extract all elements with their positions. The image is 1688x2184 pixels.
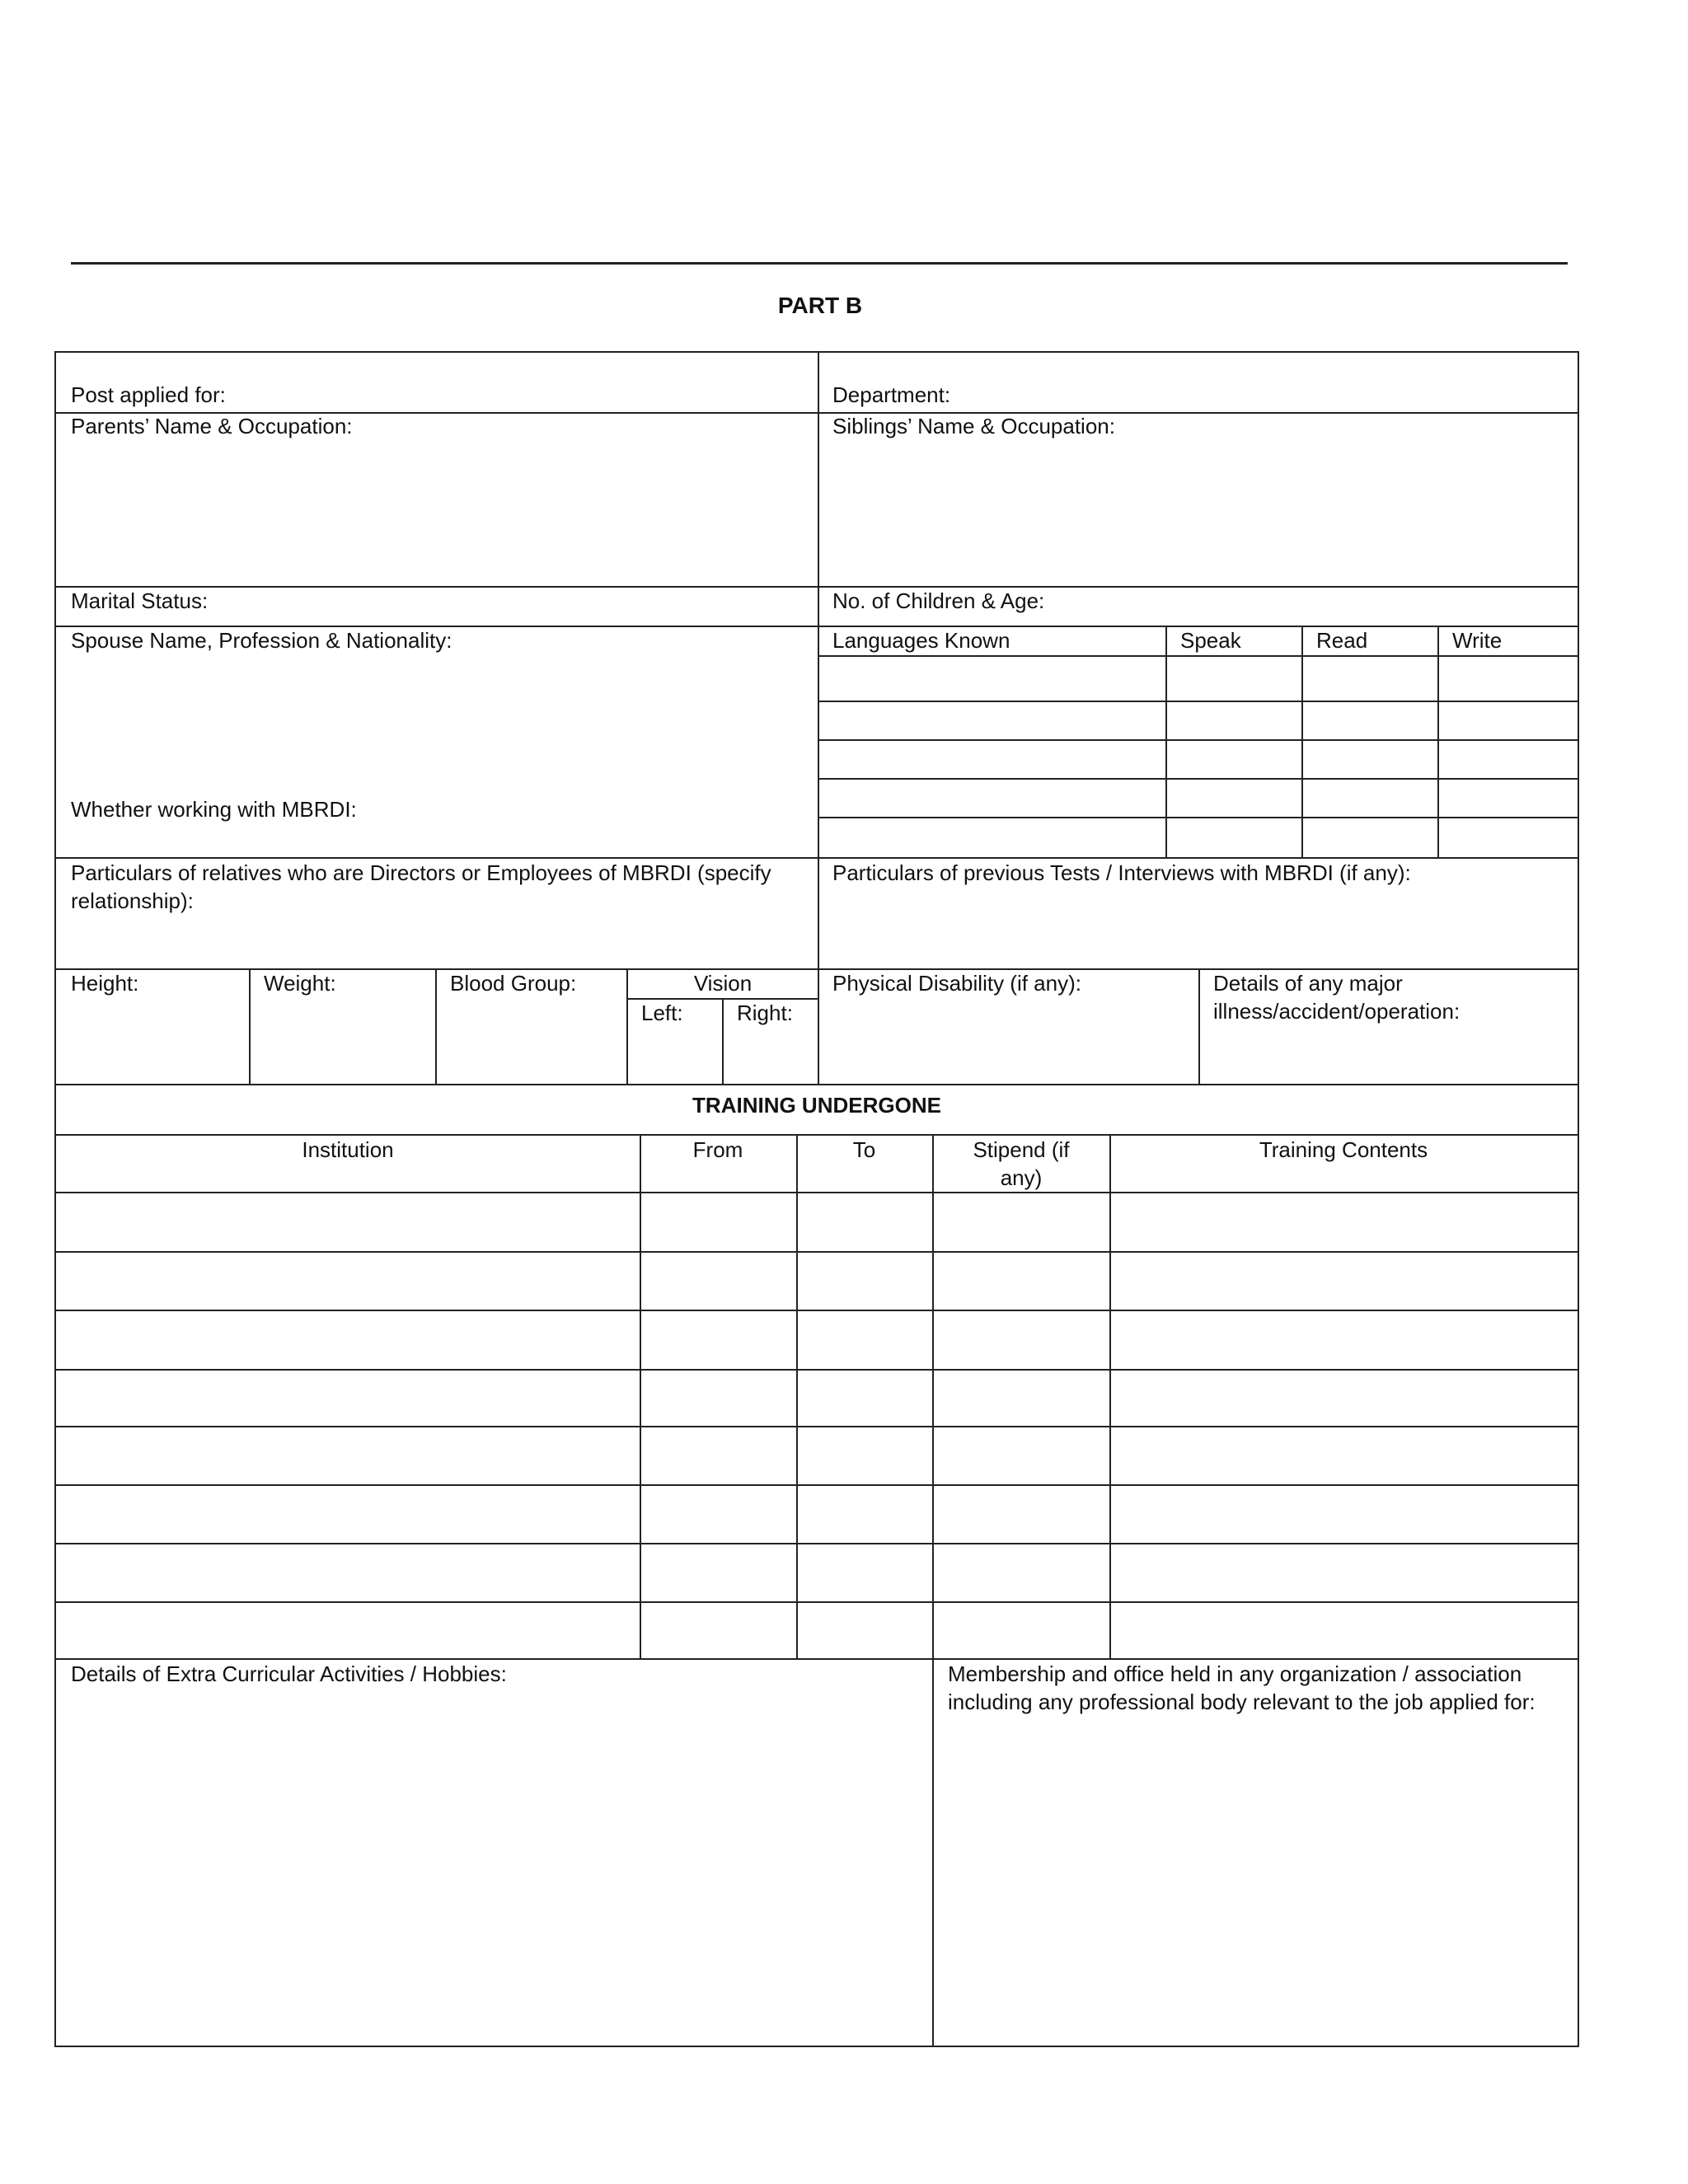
divider [640,1134,641,1658]
divider [56,1084,1578,1085]
illness-label: Details of any major illness/accident/operation: [1213,971,1461,1024]
write-header: Write [1452,628,1503,653]
divider [56,1543,1578,1544]
physical-disability-label: Physical Disability (if any): [832,971,1081,996]
divider [56,1601,1578,1603]
vision-right-label: Right: [737,1001,793,1025]
divider [818,778,1578,780]
divider [56,1310,1578,1311]
children-age-label: No. of Children & Age: [832,588,1045,613]
top-rule [71,262,1568,265]
divider [1301,626,1303,857]
vision-label: Vision [693,971,753,996]
divider [796,1134,798,1658]
divider [818,655,1578,657]
relatives-label: Particulars of relatives who are Directors or Employees of MBRDI (specify relationship): [71,860,771,913]
divider [932,1134,934,1658]
divider [818,817,1578,818]
divider [818,701,1578,702]
membership-label: Membership and office held in any organization / association including any professional body relevant to the job applied for: [948,1661,1536,1714]
height-label: Height: [71,971,139,996]
previous-tests-label: Particulars of previous Tests / Interviews with MBRDI (if any): [832,860,1411,885]
divider [1198,968,1200,1084]
languages-header: Languages Known [832,628,1010,653]
blood-group-label: Blood Group: [450,971,577,996]
weight-label: Weight: [264,971,336,996]
divider [56,1426,1578,1427]
from-header: From [692,1137,743,1162]
divider [1437,626,1439,857]
spouse-label: Spouse Name, Profession & Nationality: [71,628,452,653]
working-mbrdi-label: Whether working with MBRDI: [71,797,357,822]
department-label: Department: [832,382,951,407]
divider [56,1251,1578,1253]
divider [56,586,1578,588]
siblings-label: Siblings’ Name & Occupation: [832,414,1115,438]
divider [56,1369,1578,1371]
training-contents-header: Training Contents [1259,1137,1428,1162]
page-title: PART B [777,293,863,318]
divider [249,968,251,1084]
vision-left-label: Left: [641,1001,683,1025]
marital-status-label: Marital Status: [71,588,209,613]
divider [1165,626,1167,857]
hobbies-label: Details of Extra Curricular Activities / Hobbies: [71,1661,507,1686]
training-title: TRAINING UNDERGONE [692,1093,941,1118]
institution-header: Institution [302,1137,394,1162]
speak-header: Speak [1180,628,1241,653]
divider [818,739,1578,741]
post-applied-label: Post applied for: [71,382,226,407]
read-header: Read [1316,628,1368,653]
to-header: To [852,1137,876,1162]
parents-label: Parents’ Name & Occupation: [71,414,353,438]
divider [722,998,724,1084]
divider [1109,1134,1111,1658]
stipend-header: Stipend (if any) [973,1137,1070,1190]
divider [932,1658,934,2047]
divider [56,1484,1578,1486]
application-form [54,351,1579,2047]
divider [818,353,819,1084]
divider [56,1192,1578,1193]
divider [435,968,437,1084]
